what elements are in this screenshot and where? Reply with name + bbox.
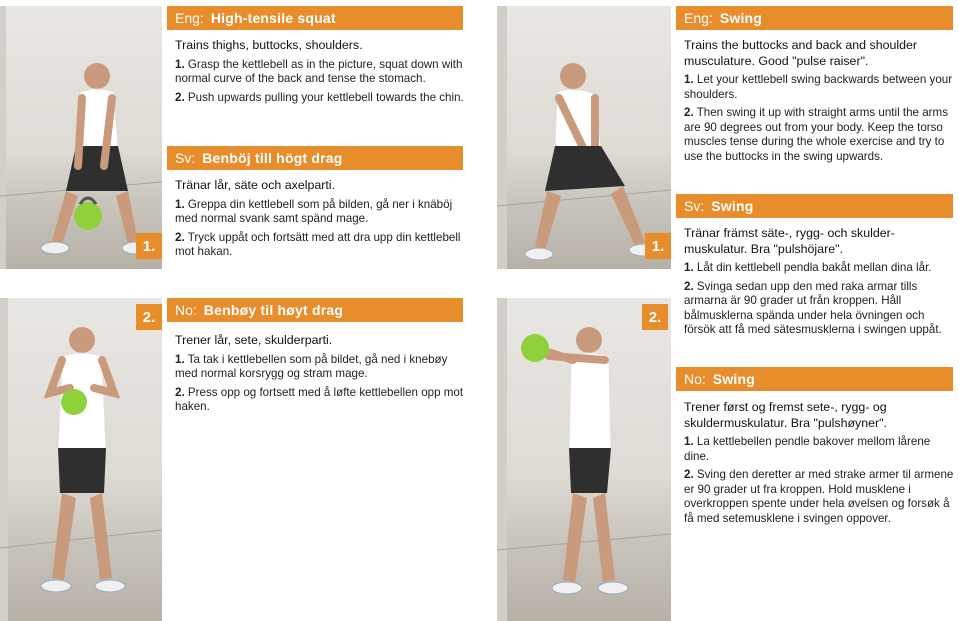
photo-squat-step-2 [0, 298, 162, 621]
section-header-sv [676, 194, 953, 218]
step-number: 1. [684, 261, 694, 274]
lang-label: Eng: [175, 10, 204, 26]
section-lead: Trains thighs, buttocks, shoulders. [175, 38, 363, 52]
section-title: High-tensile squat [210, 10, 336, 26]
step-number: 2. [175, 90, 185, 104]
step-2 [175, 91, 465, 106]
section-header-eng [167, 6, 463, 30]
section-lead: Trener først og fremst sete-, rygg- og skuldermuskulatur. Bra "pulshøyner". [684, 400, 887, 430]
step-text: La kettlebellen pendle bakover mellom lårene dine. [684, 435, 931, 463]
step-number: 2. [175, 230, 185, 244]
section-body-no [684, 400, 956, 530]
athlete-swing-down-illustration [497, 6, 671, 269]
step-badge-1: 1. [645, 233, 671, 259]
step-1 [684, 435, 956, 464]
photo-swing-step-1 [497, 6, 671, 269]
lang-label: No: [175, 302, 197, 318]
section-body-sv [175, 178, 465, 264]
athlete-swing-up-illustration [497, 298, 671, 621]
step-text: Let your kettlebell swing backwards between your shoulders. [684, 73, 953, 101]
step-number: 1. [175, 57, 185, 71]
step-number: 1. [175, 197, 185, 211]
step-number: 1. [684, 73, 694, 86]
step-number: 2. [175, 385, 185, 399]
section-header-eng [676, 6, 953, 30]
step-2 [175, 386, 465, 415]
step-text: Ta tak i kettlebellen som på bildet, gå ned i knebøy med normal korsrygg og stram mage. [175, 352, 448, 380]
step-text: Sving den deretter ar med strake armer til armene er 90 grader ut fra kroppen. Hold musklene i overkroppen spente under hela øvelsen og forsøk å få med setemusklene i svingen oppover. [684, 468, 954, 525]
lang-label: Eng: [684, 10, 713, 26]
step-2 [684, 106, 956, 164]
section-body-sv [684, 226, 956, 342]
step-badge-2: 2. [642, 304, 668, 330]
photo-swing-step-2 [497, 298, 671, 621]
step-2 [684, 280, 956, 338]
section-lead: Trains the buttocks and back and shoulder musculature. Good "pulse raiser". [684, 38, 918, 68]
step-1 [684, 73, 956, 102]
step-text: Tryck uppåt och fortsätt med att dra upp din kettlebell mot hakan. [175, 230, 461, 258]
step-1 [175, 58, 465, 87]
step-1 [175, 353, 465, 382]
section-title: Benbøy til høyt drag [203, 302, 344, 318]
step-1 [175, 198, 465, 227]
step-number: 1. [684, 435, 694, 448]
section-lead: Tränar lår, säte och axelparti. [175, 178, 336, 192]
section-lead: Trener lår, sete, skulderparti. [175, 333, 333, 347]
step-1 [684, 261, 956, 276]
section-title: Swing [719, 10, 763, 26]
step-text: Press opp og fortsett med å løfte kettlebellen opp mot haken. [175, 385, 464, 413]
step-badge-1: 1. [136, 233, 162, 259]
step-number: 2. [684, 468, 694, 481]
section-lead: Tränar främst säte-, rygg- och skulder-muskulatur. Bra "pulshöjare". [684, 226, 895, 256]
section-header-sv [167, 146, 463, 170]
section-header-no [676, 367, 953, 391]
step-text: Push upwards pulling your kettlebell towards the chin. [187, 90, 464, 104]
section-body-eng [175, 38, 465, 109]
section-body-no [175, 333, 465, 419]
section-title: Benböj till högt drag [202, 150, 343, 166]
step-text: Svinga sedan upp den med raka armar tills armarna är 90 grader ut från kroppen. Håll bålmusklerna spända under hela övningen och försök att få med sätesmusklerna i swingen uppåt. [684, 279, 942, 336]
step-badge-2: 2. [136, 304, 162, 330]
step-2 [684, 468, 956, 526]
step-text: Grasp the kettlebell as in the picture, squat down with normal curve of the back and tense the stomach. [175, 57, 463, 85]
step-number: 1. [175, 352, 185, 366]
lang-label: Sv: [175, 150, 196, 166]
step-text: Then swing it up with straight arms until the arms are 90 degrees out from your body. Keep the torso muscles tense during the whole exercise and try to use the buttocks in the swing upwards. [684, 106, 948, 163]
athlete-high-pull-illustration [0, 298, 162, 621]
lang-label: Sv: [684, 198, 705, 214]
lang-label: No: [684, 371, 706, 387]
section-title: Swing [711, 198, 754, 214]
step-text: Greppa din kettlebell som på bilden, gå ner i knäböj med normal svank samt spänd mage. [175, 197, 453, 225]
section-body-eng [684, 38, 956, 168]
section-title: Swing [712, 371, 756, 387]
step-text: Låt din kettlebell pendla bakåt mellan dina lår. [696, 261, 932, 274]
athlete-squat-illustration [0, 6, 162, 269]
step-2 [175, 231, 465, 260]
section-header-no [167, 298, 463, 322]
photo-squat-step-1 [0, 6, 162, 269]
step-number: 2. [684, 279, 694, 293]
step-number: 2. [684, 106, 694, 119]
